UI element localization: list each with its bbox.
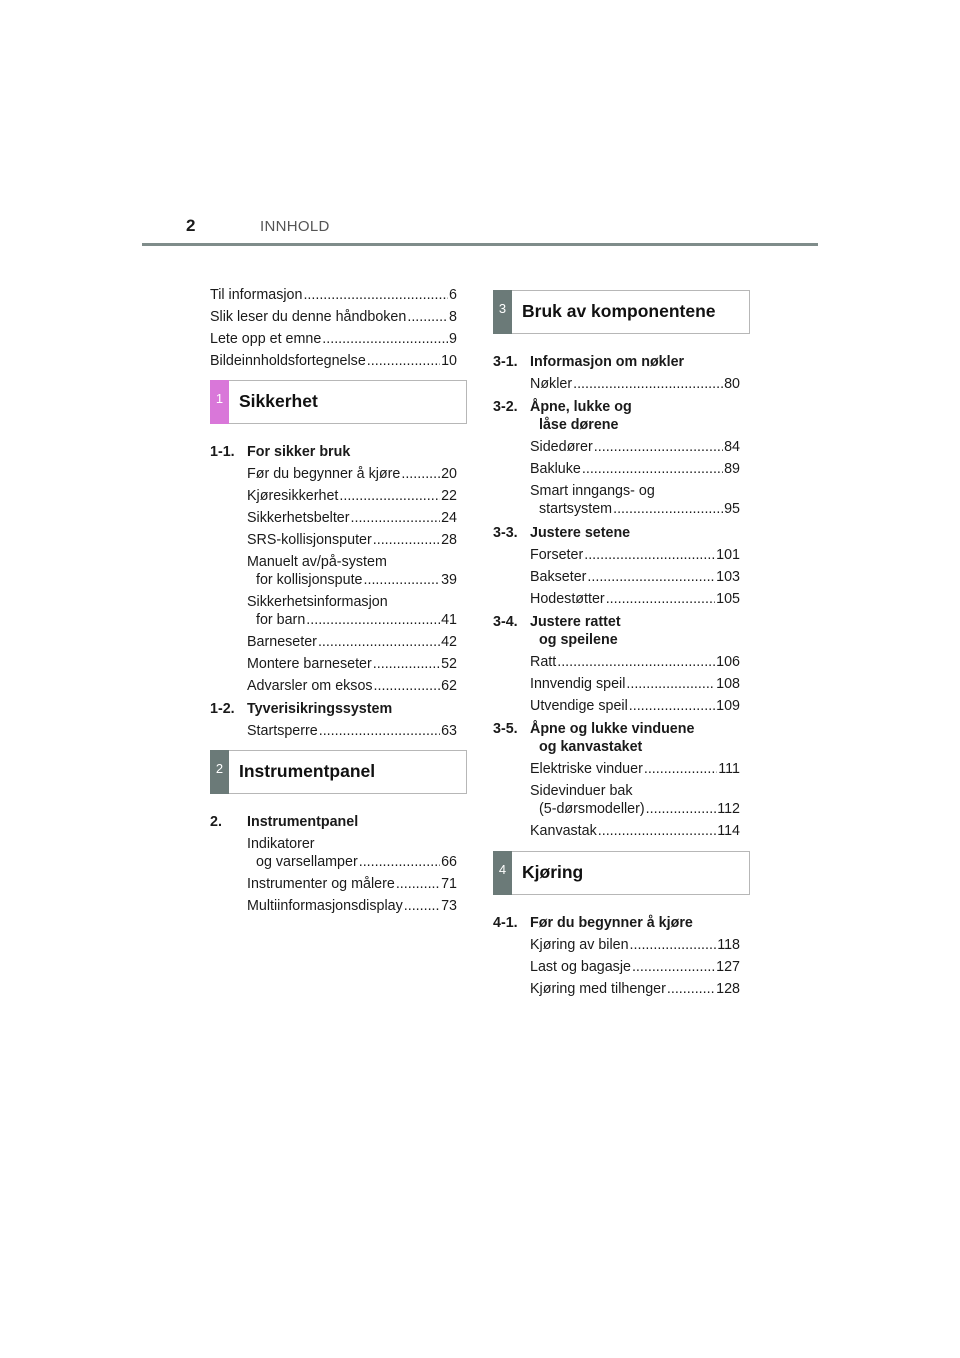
- toc-entry[interactable]: Kjøresikkerhet ..... 22: [247, 487, 457, 505]
- toc-entry[interactable]: Hodestøtter ..... 105: [530, 590, 740, 608]
- section-heading: 3-5. Åpne og lukke vinduene: [493, 721, 695, 737]
- toc-entry[interactable]: Barneseter ..... 42: [247, 633, 457, 651]
- toc-entry-line1: Sidevinduer bak: [530, 783, 633, 799]
- section-heading: 1-1. For sikker bruk: [210, 444, 351, 460]
- toc-entry[interactable]: for kollisjonspute ..... 39: [256, 571, 457, 589]
- section-heading-line2: og kanvastaket: [539, 739, 643, 755]
- section-heading: 1-2. Tyverisikringssystem: [210, 701, 393, 717]
- toc-entry-line1: Smart inngangs- og: [530, 483, 655, 499]
- section-heading: 3-2. Åpne, lukke og: [493, 399, 632, 415]
- toc-entry[interactable]: Ratt ..... 106: [530, 653, 740, 671]
- toc-entry-line1: Indikatorer: [247, 836, 315, 852]
- chapter-tab: 2: [210, 750, 229, 794]
- chapter-box-4[interactable]: [493, 851, 750, 895]
- toc-entry[interactable]: Advarsler om eksos ..... 62: [247, 677, 457, 695]
- chapter-tab: 1: [210, 380, 229, 424]
- header-rule: [142, 243, 818, 246]
- toc-entry[interactable]: Innvendig speil ..... 108: [530, 675, 740, 693]
- section-heading: 3-1. Informasjon om nøkler: [493, 354, 685, 370]
- chapter-box-1[interactable]: [210, 380, 467, 424]
- chapter-box-2[interactable]: [210, 750, 467, 794]
- chapter-title: Instrumentpanel: [239, 761, 376, 781]
- chapter-tab: 3: [493, 290, 512, 334]
- toc-entry[interactable]: Forseter ..... 101: [530, 546, 740, 564]
- section-heading: 3-4. Justere rattet: [493, 614, 621, 630]
- toc-entry[interactable]: SRS-kollisjonsputer ..... 28: [247, 531, 457, 549]
- toc-entry[interactable]: Elektriske vinduer ..... 111: [530, 760, 740, 778]
- toc-entry[interactable]: Last og bagasje ..... 127: [530, 958, 740, 976]
- toc-entry[interactable]: Startsperre ..... 63: [247, 722, 457, 740]
- toc-entry[interactable]: og varsellamper ..... 66: [256, 853, 457, 871]
- toc-entry[interactable]: Slik leser du denne håndboken ..... 8: [210, 308, 457, 326]
- toc-entry[interactable]: Utvendige speil ..... 109: [530, 697, 740, 715]
- toc-entry-line1: Sikkerhetsinformasjon: [247, 594, 388, 610]
- toc-entry[interactable]: Montere barneseter ..... 52: [247, 655, 457, 673]
- chapter-box-3[interactable]: [493, 290, 750, 334]
- toc-entry[interactable]: Kanvastak ..... 114: [530, 822, 740, 840]
- section-heading-line2: låse dørene: [539, 417, 619, 433]
- section-heading-line2: og speilene: [539, 632, 618, 648]
- toc-entry[interactable]: Kjøring med tilhenger ..... 128: [530, 980, 740, 998]
- chapter-title: Sikkerhet: [239, 391, 318, 411]
- toc-entry[interactable]: Bildeinnholdsfortegnelse ..... 10: [210, 352, 457, 370]
- section-heading: 2. Instrumentpanel: [210, 814, 359, 830]
- toc-entry[interactable]: Sikkerhetsbelter ..... 24: [247, 509, 457, 527]
- section-heading: 4-1. Før du begynner å kjøre: [493, 915, 693, 931]
- toc-entry[interactable]: Bakluke ..... 89: [530, 460, 740, 478]
- toc-entry[interactable]: Nøkler ..... 80: [530, 375, 740, 393]
- section-heading: 3-3. Justere setene: [493, 525, 631, 541]
- toc-entry[interactable]: startsystem ..... 95: [539, 500, 740, 518]
- toc-entry[interactable]: Bakseter ..... 103: [530, 568, 740, 586]
- toc-entry[interactable]: Kjøring av bilen ..... 118: [530, 936, 740, 954]
- toc-entry[interactable]: Til informasjon ..... 6: [210, 286, 457, 304]
- toc-entry[interactable]: Multiinformasjonsdisplay ..... 73: [247, 897, 457, 915]
- page-header: [142, 216, 818, 246]
- chapter-title: Bruk av komponentene: [522, 301, 716, 321]
- page-number: 2: [186, 216, 196, 235]
- chapter-title: Kjøring: [522, 862, 584, 882]
- toc-entry[interactable]: Sidedører ..... 84: [530, 438, 740, 456]
- running-title: INNHOLD: [260, 218, 330, 235]
- toc-entry[interactable]: for barn ..... 41: [256, 611, 457, 629]
- toc-entry[interactable]: Lete opp et emne ..... 9: [210, 330, 457, 348]
- chapter-tab: 4: [493, 851, 512, 895]
- toc-entry[interactable]: Før du begynner å kjøre ..... 20: [247, 465, 457, 483]
- toc-entry[interactable]: Instrumenter og målere ..... 71: [247, 875, 457, 893]
- toc-entry[interactable]: (5-dørsmodeller) ..... 112: [539, 800, 740, 818]
- toc-entry-line1: Manuelt av/på-system: [247, 554, 387, 570]
